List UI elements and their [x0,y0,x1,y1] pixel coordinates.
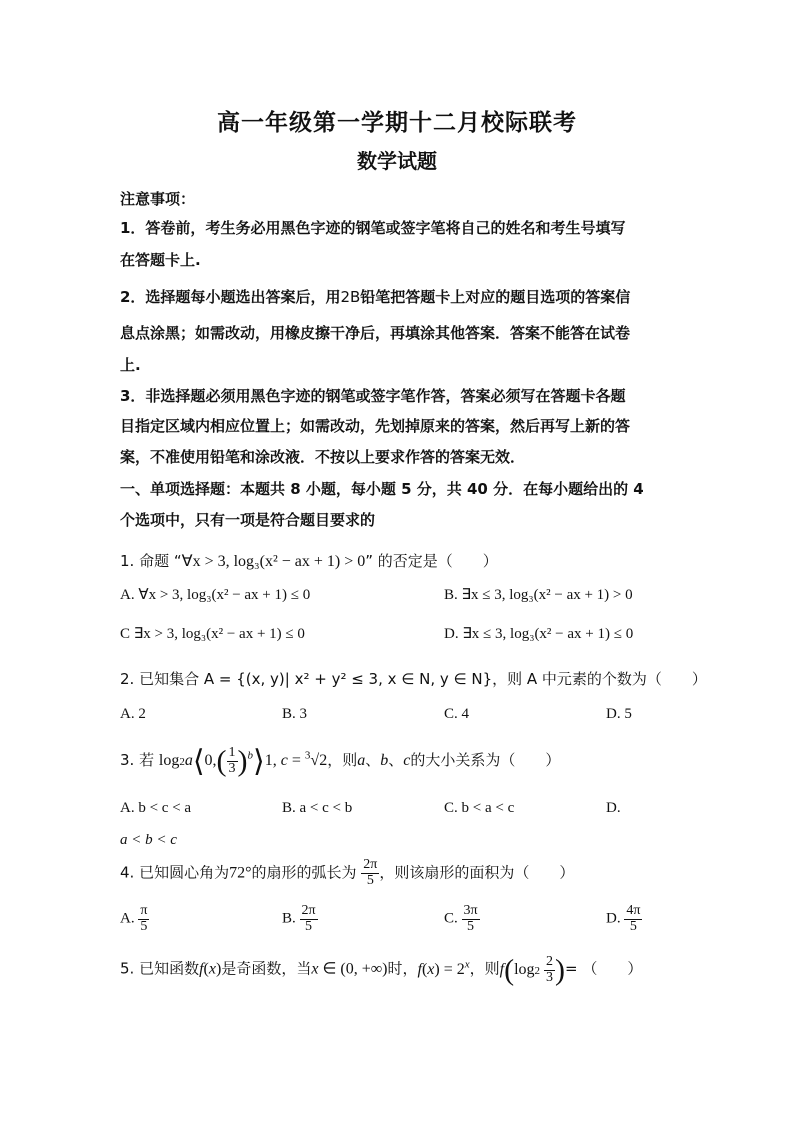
q5-def: $f(x) = 2^x$ [417,958,470,978]
notice-line-8: 案，不准使用铅笔和涂改液．不按以上要求作答的答案无效． [120,448,526,466]
q2-option-a: A. 2 [120,706,146,722]
q3-option-c: C. b < a < c [444,800,515,816]
q4-mid: 的扇形的弧长为 [251,863,357,882]
question-2-stem: 2. 已知集合 A = {(x, y)| x² + y² ≤ 3, x ∈ N, y ∈ N}，则 A 中元素的个数为（ ） [120,670,707,688]
q5-mid: 是奇函数，当 [221,959,312,978]
question-1-stem [120,550,498,571]
q5-fx: f(x) [199,960,222,978]
q5-mid2: 时， [387,959,418,978]
q1-option-c: C ∃x > 3, log₃(x² − ax + 1) ≤ 0 [120,626,305,642]
q4-option-a: A. $\frac{\pi}{5}$ [120,903,148,934]
section-heading-line-1: 一、单项选择题：本题共 8 小题，每小题 5 分，共 40 分．在每小题给出的 4 [120,480,644,498]
q4-arc-fraction: $\frac{2\pi}{5}$ [363,857,378,888]
q4-option-c: C. $\frac{3\pi}{5}$ [444,903,478,934]
q5-mid3: ，则 [469,959,500,978]
q1-option-d: D. ∃x ≤ 3, log₃(x² − ax + 1) ≤ 0 [444,626,634,642]
q1-suffix: ” 的否定是（ ） [365,552,498,570]
notice-line-3 [120,286,630,307]
q2-option-d: D. 5 [606,706,632,722]
question-4-stem [120,858,574,898]
q3-option-a: A. b < c < a [120,800,192,816]
notice-line-4: 息点涂黑；如需改动，用橡皮擦干净后，再填涂其他答案．答案不能答在试卷 [120,324,631,342]
notice-line-3-2b: 2B [340,288,361,306]
notice-heading: 注意事项： [120,190,196,208]
q4-suffix: ，则该扇形的面积为（ ） [379,863,575,882]
q5-suffix: = （ ） [565,959,643,978]
notice-line-3-a: 2．选择题每小题选出答案后，用 [120,288,341,306]
q5-prefix: 5. 已知函数 [120,959,200,978]
q1-stem-math: ∀x > 3, log₃(x² − ax + 1) > 0 [181,553,366,570]
q5-expr: f(log2 $\frac{2}{3}$ ) [499,953,566,986]
q3-mid: ，则 [327,751,358,770]
q3-suffix: 的大小关系为（ ） [410,751,561,770]
q4-option-d: D. $\frac{4\pi}{5}$ [606,903,641,934]
q3-prefix: 3. 若 [120,751,155,770]
question-3-stem: 3. 若 log2a⟨0,( $\frac{1}{3}$ )$^b$⟩1, c = $^3$√2，则a、b、c的大小关系为（ ） [120,744,561,778]
notice-line-2: 在答题卡上. [120,251,201,269]
notice-line-7: 目指定区域内相应位置上；如需改动，先划掉原来的答案，然后再写上新的答 [120,417,631,435]
q2-option-c: C. 4 [444,706,470,722]
q4-angle: 72° [229,864,252,882]
question-5-stem [120,953,642,993]
q1-option-b: B. ∃x ≤ 3, log₃(x² − ax + 1) > 0 [444,587,633,603]
q1-prefix: 1. 命题 “ [120,552,182,570]
section-heading-line-2: 个选项中，只有一项是符合题目要求的 [120,511,376,529]
q4-option-b: B. $\frac{2\pi}{5}$ [282,903,316,934]
notice-line-5: 上. [120,356,141,374]
q4-prefix: 4. 已知圆心角为 [120,863,230,882]
q3-vars: a [357,752,366,770]
q3-option-d-label: D. [606,800,621,816]
exam-title: 高一年级第一学期十二月校际联考 [217,110,577,136]
q2-option-b: B. 3 [282,706,308,722]
q1-option-a: A. ∀x > 3, log₃(x² − ax + 1) ≤ 0 [120,587,311,603]
q3-option-d-text: a < b < c [120,832,177,848]
exam-subtitle: 数学试题 [357,149,437,173]
q3-option-b: B. a < c < b [282,800,353,816]
notice-line-1: 1．答卷前，考生务必用黑色字迹的钢笔或签字笔将自己的姓名和考生号填写 [120,219,626,237]
q3-math-a: log2a⟨0,( $\frac{1}{3}$ )$^b$⟩1, c = $^3$√2 [158,744,328,778]
notice-line-3-b: 铅笔把答题卡上对应的题目选项的答案信 [360,288,631,306]
q5-domain: x ∈ (0, +∞) [311,960,388,978]
notice-line-6: 3．非选择题必须用黑色字迹的钢笔或签字笔作答，答案必须写在答题卡各题 [120,387,626,405]
